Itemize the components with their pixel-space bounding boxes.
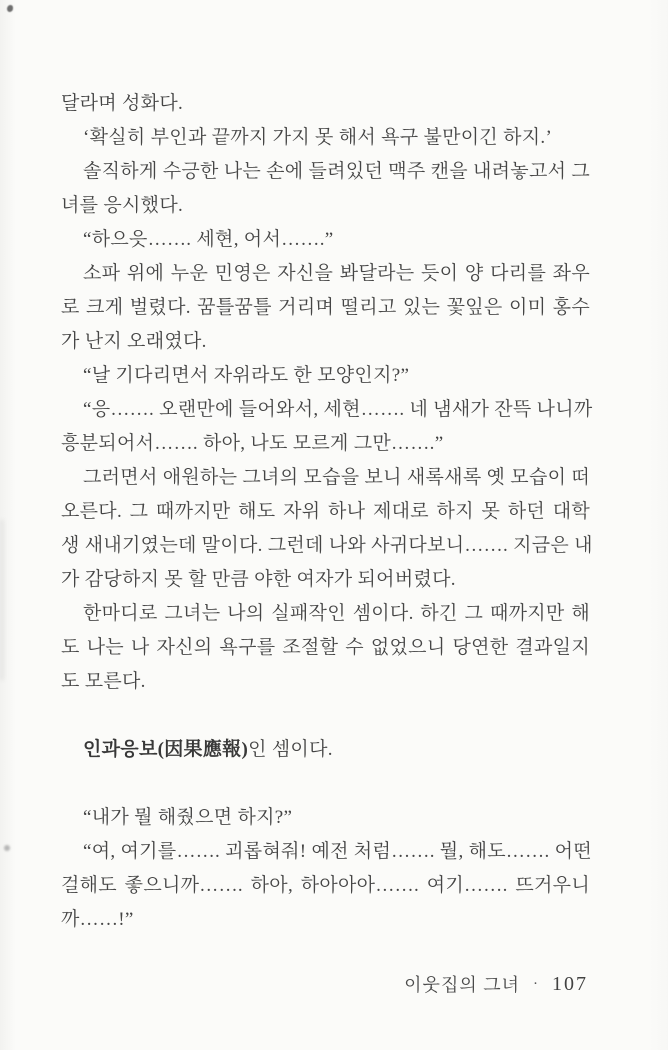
footer-book-title: 이웃집의 그녀 xyxy=(404,975,520,995)
text-line xyxy=(61,189,590,223)
text-line xyxy=(61,495,590,529)
page-footer xyxy=(404,971,588,997)
text-line xyxy=(61,733,590,767)
text-line xyxy=(61,801,590,835)
text-segment: 도 모른다. xyxy=(61,671,146,692)
text-segment: 로 크게 벌렸다. 꿈틀꿈틀 거리며 떨리고 있는 꽃잎은 이미 홍수 xyxy=(61,297,590,318)
text-segment: 솔직하게 수긍한 나는 손에 들려있던 맥주 캔을 내려놓고서 그 xyxy=(83,161,590,182)
text-segment: 생 새내기였는데 말이다. 그런데 나와 사귀다보니……. 지금은 내 xyxy=(61,535,593,556)
text-segment: 그러면서 애원하는 그녀의 모습을 보니 새록새록 옛 모습이 떠 xyxy=(83,467,590,488)
text-line xyxy=(61,257,590,291)
footer-separator-dot: · xyxy=(533,975,539,992)
scan-smudge-artifact xyxy=(0,520,4,680)
text-segment: 걸해도 좋으니까……. 하아, 하아아아……. 여기……. 뜨거우니 xyxy=(61,875,590,896)
text-line xyxy=(61,155,590,189)
text-segment: 가 감당하지 못 할 만큼 야한 여자가 되어버렸다. xyxy=(61,569,456,590)
text-line xyxy=(61,835,590,869)
footer-page-number: 107 xyxy=(552,972,588,995)
text-segment: 인 셈이다. xyxy=(248,739,333,760)
text-line xyxy=(61,291,590,325)
text-segment: “내가 뭘 해줬으면 하지?” xyxy=(83,807,293,828)
text-segment: 달라며 성화다. xyxy=(61,93,184,114)
text-line xyxy=(61,121,590,155)
text-line xyxy=(61,87,590,121)
text-segment: “날 기다리면서 자위라도 한 모양인지?” xyxy=(83,365,410,386)
text-segment: 오른다. 그 때까지만 해도 자위 하나 제대로 하지 못 하던 대학 xyxy=(61,501,590,522)
text-segment: “하으읏……. 세현, 어서…….” xyxy=(83,229,334,250)
text-segment: 도 나는 나 자신의 욕구를 조절할 수 없었으니 당연한 결과일지 xyxy=(61,637,590,658)
text-line xyxy=(61,597,590,631)
text-line xyxy=(61,665,590,699)
text-line xyxy=(61,461,590,495)
paragraph-spacer xyxy=(61,767,590,801)
text-line xyxy=(61,903,590,937)
text-line xyxy=(61,529,593,563)
scan-speck-artifact xyxy=(4,845,10,851)
text-segment: 까……!” xyxy=(61,909,134,930)
paragraph-spacer xyxy=(61,699,590,733)
text-line xyxy=(61,869,590,903)
bold-text-segment: 인과응보(因果應報) xyxy=(83,739,249,760)
text-line xyxy=(61,427,590,461)
text-segment: 흥분되어서……. 하아, 나도 모르게 그만…….” xyxy=(61,433,444,454)
text-line xyxy=(61,563,590,597)
text-line xyxy=(61,631,590,665)
text-segment: “여, 여기를……. 괴롭혀줘! 예전 처럼……. 뭘, 해도……. 어떤 xyxy=(83,841,592,862)
text-segment: 가 난지 오래였다. xyxy=(61,331,207,352)
scan-speck-artifact xyxy=(7,5,13,12)
text-line xyxy=(61,325,590,359)
text-line xyxy=(61,223,590,257)
text-segment: “응……. 오랜만에 들어와서, 세현……. 네 냄새가 잔뜩 나니까 xyxy=(83,399,593,420)
text-line xyxy=(61,359,590,393)
page-body xyxy=(61,87,593,937)
text-segment: 녀를 응시했다. xyxy=(61,195,184,216)
text-line xyxy=(61,393,593,427)
text-segment: 한마디로 그녀는 나의 실패작인 셈이다. 하긴 그 때까지만 해 xyxy=(83,603,590,624)
text-segment: 소파 위에 누운 민영은 자신을 봐달라는 듯이 양 다리를 좌우 xyxy=(83,263,590,284)
text-segment: ‘확실히 부인과 끝까지 가지 못 해서 욕구 불만이긴 하지.’ xyxy=(83,127,553,148)
